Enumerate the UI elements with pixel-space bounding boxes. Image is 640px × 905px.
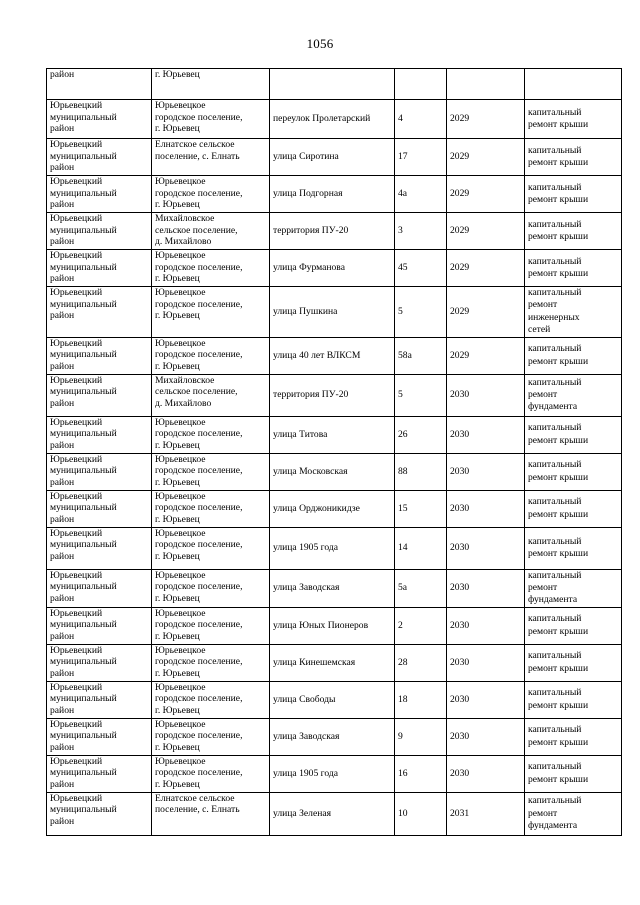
district-cell — [47, 490, 152, 527]
district-cell-text: район — [50, 69, 75, 80]
street-cell — [270, 569, 395, 607]
year-cell — [447, 453, 525, 490]
street-cell-text: улица Подгорная — [273, 188, 343, 200]
settlement-cell — [152, 681, 270, 718]
street-cell-text: территория ПУ-20 — [273, 389, 349, 401]
settlement-cell — [152, 176, 270, 213]
year-cell-text: 2030 — [450, 542, 470, 554]
district-cell-text: Юрьевецкий муниципальный район — [50, 527, 117, 562]
year-cell-text: 2029 — [450, 113, 470, 125]
work-type-cell-text: капитальный ремонт крыши — [528, 724, 589, 748]
work-type-cell — [525, 681, 622, 718]
district-cell-text: Юрьевецкий муниципальный район — [50, 569, 117, 604]
work-type-cell-text: капитальный ремонт крыши — [528, 106, 589, 130]
district-cell-text: Юрьевецкий муниципальный район — [50, 607, 117, 643]
district-cell — [47, 100, 152, 139]
district-cell-text: Юрьевецкий муниципальный район — [50, 490, 117, 525]
house-number-cell-text: 15 — [398, 502, 408, 514]
district-cell — [47, 176, 152, 213]
house-number-cell — [395, 681, 447, 718]
house-number-cell-text: 58а — [398, 349, 412, 361]
district-cell-text: Юрьевецкий муниципальный район — [50, 100, 117, 135]
house-number-cell — [395, 644, 447, 681]
work-type-cell — [525, 792, 622, 835]
settlement-cell — [152, 490, 270, 527]
year-cell — [447, 250, 525, 287]
settlement-cell-text: Юрьевецкое городское поселение, г. Юрьевец — [155, 453, 243, 488]
year-cell — [447, 416, 525, 453]
settlement-cell-text: Михайловское сельское поселение, д. Михайлово — [155, 374, 238, 409]
street-cell-text: улица Орджоникидзе — [273, 502, 360, 514]
street-cell-text: улица Кинешемская — [273, 657, 356, 669]
settlement-cell — [152, 718, 270, 755]
house-number-cell — [395, 337, 447, 374]
house-number-cell — [395, 792, 447, 835]
house-number-cell-text: 18 — [398, 694, 408, 706]
work-type-cell-text: капитальный ремонт крыши — [528, 687, 589, 711]
district-cell — [47, 69, 152, 100]
settlement-cell-text: Юрьевецкое городское поселение, г. Юрьевец — [155, 755, 243, 791]
district-cell-text: Юрьевецкий муниципальный район — [50, 337, 117, 372]
street-cell — [270, 374, 395, 416]
table-row — [47, 453, 622, 490]
street-cell-text: улица Фурманова — [273, 262, 345, 274]
table-row — [47, 569, 622, 607]
settlement-cell-text: Юрьевецкое городское поселение, г. Юрьевец — [155, 287, 243, 322]
house-number-cell-text: 5а — [398, 582, 408, 594]
work-type-cell-text: капитальный ремонт крыши — [528, 255, 589, 279]
house-number-cell — [395, 374, 447, 416]
year-cell — [447, 527, 525, 569]
house-number-cell — [395, 287, 447, 338]
house-number-cell — [395, 607, 447, 644]
work-type-cell-text: капитальный ремонт фундамента — [528, 795, 582, 832]
settlement-cell-text: Михайловское сельское поселение, д. Михайлово — [155, 213, 238, 248]
settlement-cell — [152, 755, 270, 792]
work-type-cell — [525, 490, 622, 527]
work-type-cell — [525, 453, 622, 490]
table-row — [47, 607, 622, 644]
district-cell — [47, 607, 152, 644]
house-number-cell-text: 5 — [398, 389, 403, 401]
settlement-cell-text: Юрьевецкое городское поселение, г. Юрьевец — [155, 337, 243, 372]
street-cell — [270, 213, 395, 250]
work-type-cell — [525, 569, 622, 607]
work-type-cell — [525, 755, 622, 792]
street-cell — [270, 718, 395, 755]
street-cell-text: улица Юных Пионеров — [273, 620, 369, 632]
settlement-cell — [152, 644, 270, 681]
house-number-cell — [395, 453, 447, 490]
work-type-cell-text: капитальный ремонт крыши — [528, 218, 589, 242]
table-row — [47, 374, 622, 416]
district-cell-text: Юрьевецкий муниципальный район — [50, 416, 117, 451]
work-type-cell-text: капитальный ремонт крыши — [528, 535, 589, 560]
house-number-cell — [395, 100, 447, 139]
year-cell — [447, 176, 525, 213]
settlement-cell-text: Юрьевецкое городское поселение, г. Юрьевец — [155, 607, 243, 643]
house-number-cell-text: 88 — [398, 465, 408, 477]
year-cell-text: 2029 — [450, 306, 470, 318]
work-type-cell-text: капитальный ремонт фундамента — [528, 569, 582, 606]
house-number-cell — [395, 527, 447, 569]
year-cell — [447, 100, 525, 139]
settlement-cell — [152, 250, 270, 287]
street-cell-text: улица Титова — [273, 428, 328, 440]
table-row — [47, 69, 622, 100]
district-cell — [47, 453, 152, 490]
work-type-cell-text: капитальный ремонт крыши — [528, 144, 589, 168]
work-type-cell — [525, 139, 622, 176]
work-type-cell — [525, 374, 622, 416]
year-cell-text: 2030 — [450, 428, 470, 440]
street-cell-text: переулок Пролетарский — [273, 113, 371, 125]
year-cell-text: 2029 — [450, 349, 470, 361]
settlement-cell-text: Елнатское сельское поселение, с. Елнать — [155, 792, 240, 816]
year-cell — [447, 718, 525, 755]
settlement-cell — [152, 527, 270, 569]
year-cell — [447, 139, 525, 176]
settlement-cell-text: Юрьевецкое городское поселение, г. Юрьевец — [155, 681, 243, 717]
table-row — [47, 681, 622, 718]
year-cell-text: 2030 — [450, 694, 470, 706]
street-cell — [270, 490, 395, 527]
work-type-cell-text: капитальный ремонт крыши — [528, 650, 589, 674]
work-type-cell-text: капитальный ремонт крыши — [528, 181, 589, 205]
year-cell-text: 2030 — [450, 582, 470, 594]
table-body — [47, 69, 622, 836]
street-cell-text: улица 1905 года — [273, 768, 339, 780]
work-type-cell — [525, 718, 622, 755]
house-number-cell-text: 10 — [398, 808, 408, 820]
work-type-cell-text: капитальный ремонт крыши — [528, 613, 589, 637]
year-cell — [447, 287, 525, 338]
house-number-cell-text: 26 — [398, 428, 408, 440]
district-cell-text: Юрьевецкий муниципальный район — [50, 139, 117, 174]
house-number-cell — [395, 569, 447, 607]
year-cell-text: 2030 — [450, 620, 470, 632]
street-cell-text: улица Московская — [273, 465, 348, 477]
year-cell — [447, 792, 525, 835]
table-row — [47, 527, 622, 569]
street-cell — [270, 755, 395, 792]
house-number-cell-text: 5 — [398, 306, 403, 318]
street-cell — [270, 250, 395, 287]
district-cell — [47, 681, 152, 718]
table-row — [47, 755, 622, 792]
work-type-cell — [525, 213, 622, 250]
year-cell-text: 2030 — [450, 768, 470, 780]
street-cell — [270, 681, 395, 718]
settlement-cell — [152, 453, 270, 490]
house-number-cell — [395, 250, 447, 287]
street-cell-text: улица Свободы — [273, 694, 336, 706]
street-cell — [270, 337, 395, 374]
table-row — [47, 176, 622, 213]
year-cell-text: 2030 — [450, 657, 470, 669]
district-cell — [47, 755, 152, 792]
settlement-cell — [152, 416, 270, 453]
year-cell — [447, 607, 525, 644]
district-cell — [47, 213, 152, 250]
district-cell — [47, 527, 152, 569]
work-type-cell — [525, 337, 622, 374]
work-type-cell-text: капитальный ремонт крыши — [528, 422, 589, 446]
work-type-cell-text: капитальный ремонт крыши — [528, 343, 589, 367]
settlement-cell — [152, 337, 270, 374]
street-cell-text: улица 1905 года — [273, 542, 339, 554]
district-cell-text: Юрьевецкий муниципальный район — [50, 792, 117, 828]
house-number-cell — [395, 69, 447, 100]
year-cell — [447, 69, 525, 100]
housing-repair-table — [46, 68, 622, 836]
district-cell — [47, 374, 152, 416]
street-cell — [270, 416, 395, 453]
settlement-cell-text: Юрьевецкое городское поселение, г. Юрьевец — [155, 644, 243, 680]
settlement-cell-text: Юрьевецкое городское поселение, г. Юрьевец — [155, 527, 243, 562]
year-cell — [447, 374, 525, 416]
work-type-cell-text: капитальный ремонт крыши — [528, 496, 589, 520]
work-type-cell — [525, 176, 622, 213]
street-cell-text: улица Пушкина — [273, 306, 338, 318]
street-cell — [270, 176, 395, 213]
year-cell-text: 2029 — [450, 225, 470, 237]
district-cell-text: Юрьевецкий муниципальный район — [50, 213, 117, 248]
street-cell-text: улица 40 лет ВЛКСМ — [273, 349, 361, 361]
year-cell-text: 2030 — [450, 465, 470, 477]
settlement-cell — [152, 100, 270, 139]
settlement-cell-text: Юрьевецкое городское поселение, г. Юрьевец — [155, 490, 243, 525]
work-type-cell-text: капитальный ремонт крыши — [528, 459, 589, 483]
table-row — [47, 644, 622, 681]
year-cell — [447, 569, 525, 607]
settlement-cell-text: Юрьевецкое городское поселение, г. Юрьевец — [155, 416, 243, 451]
house-number-cell-text: 17 — [398, 151, 408, 163]
settlement-cell-text: г. Юрьевец — [155, 69, 200, 80]
house-number-cell — [395, 213, 447, 250]
table-row — [47, 792, 622, 835]
year-cell-text: 2030 — [450, 502, 470, 514]
district-cell — [47, 718, 152, 755]
page-number: 1056 — [306, 36, 334, 51]
settlement-cell-text: Юрьевецкое городское поселение, г. Юрьевец — [155, 100, 243, 135]
work-type-cell — [525, 644, 622, 681]
year-cell-text: 2029 — [450, 188, 470, 200]
street-cell — [270, 527, 395, 569]
settlement-cell — [152, 792, 270, 835]
district-cell — [47, 644, 152, 681]
settlement-cell — [152, 287, 270, 338]
house-number-cell — [395, 718, 447, 755]
district-cell-text: Юрьевецкий муниципальный район — [50, 755, 117, 791]
year-cell — [447, 213, 525, 250]
year-cell-text: 2029 — [450, 262, 470, 274]
house-number-cell — [395, 416, 447, 453]
district-cell — [47, 792, 152, 835]
table-row — [47, 718, 622, 755]
district-cell — [47, 337, 152, 374]
house-number-cell-text: 14 — [398, 542, 408, 554]
work-type-cell — [525, 100, 622, 139]
street-cell — [270, 100, 395, 139]
settlement-cell — [152, 569, 270, 607]
district-cell — [47, 287, 152, 338]
table-row — [47, 287, 622, 338]
house-number-cell-text: 4а — [398, 188, 408, 200]
house-number-cell-text: 4 — [398, 113, 403, 125]
district-cell — [47, 416, 152, 453]
street-cell — [270, 792, 395, 835]
table-row — [47, 213, 622, 250]
table-row — [47, 250, 622, 287]
house-number-cell-text: 2 — [398, 620, 403, 632]
house-number-cell-text: 3 — [398, 225, 403, 237]
house-number-cell-text: 16 — [398, 768, 408, 780]
table-row — [47, 490, 622, 527]
district-cell — [47, 139, 152, 176]
settlement-cell — [152, 139, 270, 176]
street-cell-text: территория ПУ-20 — [273, 225, 349, 237]
street-cell — [270, 287, 395, 338]
district-cell-text: Юрьевецкий муниципальный район — [50, 453, 117, 488]
house-number-cell — [395, 139, 447, 176]
house-number-cell — [395, 755, 447, 792]
table-row — [47, 139, 622, 176]
street-cell — [270, 139, 395, 176]
settlement-cell-text: Юрьевецкое городское поселение, г. Юрьевец — [155, 718, 243, 754]
house-number-cell — [395, 176, 447, 213]
street-cell — [270, 644, 395, 681]
settlement-cell-text: Юрьевецкое городское поселение, г. Юрьевец — [155, 569, 243, 604]
year-cell — [447, 490, 525, 527]
street-cell-text: улица Зеленая — [273, 808, 332, 820]
settlement-cell — [152, 69, 270, 100]
year-cell — [447, 681, 525, 718]
settlement-cell-text: Елнатское сельское поселение, с. Елнать — [155, 139, 240, 162]
house-number-cell-text: 28 — [398, 657, 408, 669]
settlement-cell-text: Юрьевецкое городское поселение, г. Юрьевец — [155, 250, 243, 285]
work-type-cell — [525, 527, 622, 569]
year-cell-text: 2031 — [450, 808, 470, 820]
street-cell — [270, 607, 395, 644]
year-cell — [447, 644, 525, 681]
table-row — [47, 100, 622, 139]
street-cell-text: улица Сиротина — [273, 151, 339, 163]
district-cell-text: Юрьевецкий муниципальный район — [50, 287, 117, 322]
district-cell — [47, 569, 152, 607]
work-type-cell — [525, 416, 622, 453]
district-cell-text: Юрьевецкий муниципальный район — [50, 176, 117, 211]
year-cell-text: 2030 — [450, 731, 470, 743]
year-cell — [447, 755, 525, 792]
district-cell-text: Юрьевецкий муниципальный район — [50, 718, 117, 754]
work-type-cell — [525, 287, 622, 338]
work-type-cell — [525, 69, 622, 100]
district-cell — [47, 250, 152, 287]
work-type-cell-text: капитальный ремонт фундамента — [528, 376, 582, 413]
house-number-cell-text: 9 — [398, 731, 403, 743]
settlement-cell — [152, 213, 270, 250]
work-type-cell-text: капитальный ремонт инженерных сетей — [528, 287, 582, 336]
street-cell-text: улица Заводская — [273, 731, 340, 743]
district-cell-text: Юрьевецкий муниципальный район — [50, 250, 117, 285]
year-cell — [447, 337, 525, 374]
district-cell-text: Юрьевецкий муниципальный район — [50, 681, 117, 717]
work-type-cell-text: капитальный ремонт крыши — [528, 761, 589, 785]
house-number-cell — [395, 490, 447, 527]
street-cell — [270, 453, 395, 490]
year-cell-text: 2029 — [450, 151, 470, 163]
work-type-cell — [525, 250, 622, 287]
table-row — [47, 416, 622, 453]
settlement-cell-text: Юрьевецкое городское поселение, г. Юрьевец — [155, 176, 243, 211]
year-cell-text: 2030 — [450, 389, 470, 401]
settlement-cell — [152, 607, 270, 644]
work-type-cell — [525, 607, 622, 644]
district-cell-text: Юрьевецкий муниципальный район — [50, 374, 117, 409]
settlement-cell — [152, 374, 270, 416]
table-row — [47, 337, 622, 374]
street-cell — [270, 69, 395, 100]
house-number-cell-text: 45 — [398, 262, 408, 274]
street-cell-text: улица Заводская — [273, 582, 340, 594]
district-cell-text: Юрьевецкий муниципальный район — [50, 644, 117, 680]
